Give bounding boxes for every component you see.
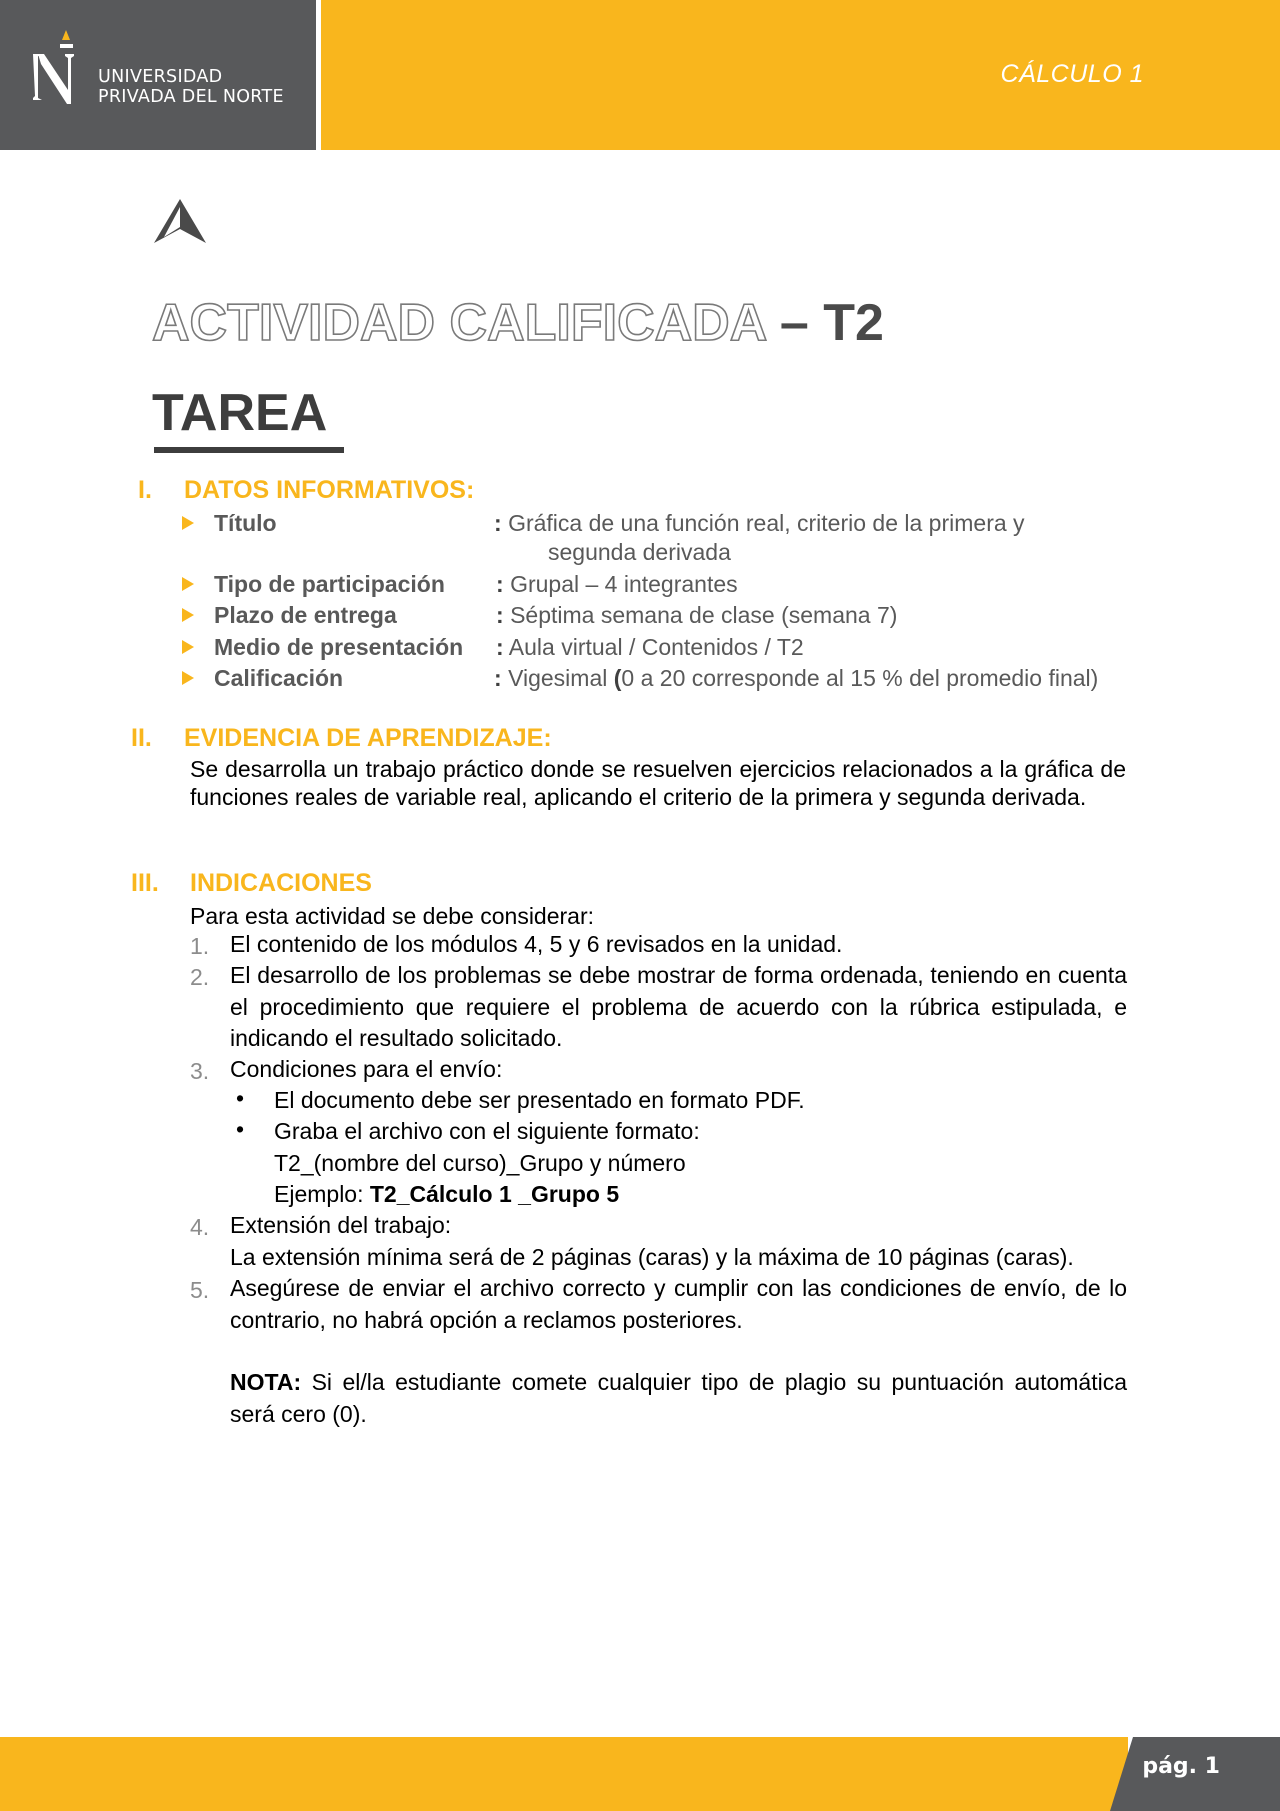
info-value-text: Vigesimal (508, 665, 614, 691)
university-name-line1: UNIVERSIDAD (98, 67, 223, 87)
info-label: Calificación (214, 665, 344, 691)
section-3-numeral: III. (131, 869, 159, 897)
university-name-line2: PRIVADA DEL NORTE (98, 87, 284, 107)
note-label: NOTA: (230, 1369, 302, 1395)
info-label: Plazo de entrega (214, 602, 397, 628)
list-number: 5. (190, 1277, 210, 1303)
page-number: pág. 1 (1142, 1754, 1220, 1779)
list-item-continued: La extensión mínima será de 2 páginas (caras) y la máxima de 10 páginas (caras). (230, 1244, 1074, 1270)
info-row-calificacion (182, 665, 1099, 692)
note (230, 1367, 1127, 1430)
list-number: 1. (190, 933, 210, 959)
section-1-numeral: I. (138, 476, 152, 504)
list-item: Condiciones para el envío: (230, 1056, 503, 1082)
list-item: Extensión del trabajo: (230, 1212, 452, 1238)
info-value: : Aula virtual / Contenidos / T2 (496, 634, 804, 660)
list-number: 4. (190, 1214, 210, 1240)
navigation-arrow-icon (150, 197, 210, 245)
info-label: Medio de presentación (214, 634, 464, 660)
triangle-bullet-icon (182, 608, 194, 622)
section-2-heading: EVIDENCIA DE APRENDIZAJE: (184, 724, 552, 752)
bullet-item: El documento debe ser presentado en formato PDF. (274, 1087, 805, 1113)
info-label: Tipo de participación (214, 571, 445, 597)
list-item: El desarrollo de los problemas se debe mostrar de forma ordenada, teniendo en cuenta el procedimiento que requiere el problema de acuerdo con la rúbrica estipulada, e indicando el resultado solicitado. (230, 962, 1127, 1051)
file-format-example (274, 1179, 619, 1211)
university-logo-icon (30, 28, 86, 108)
example-label: Ejemplo: (274, 1181, 370, 1207)
list-number: 3. (190, 1058, 210, 1084)
info-value: : Grupal – 4 integrantes (496, 571, 738, 597)
activity-title (152, 293, 884, 353)
course-name: CÁLCULO 1 (1000, 60, 1144, 88)
title-underline (154, 447, 344, 453)
info-value-text: Séptima semana de clase (semana 7) (510, 602, 898, 628)
list-item: Asegúrese de enviar el archivo correcto y cumplir con las condiciones de envío, de lo contrario, no habrá opción a reclamos posteriores. (230, 1275, 1127, 1333)
info-value: : Gráfica de una función real, criterio de la primera y (494, 510, 1025, 536)
info-row-plazo (182, 602, 898, 629)
info-value-paren: ( (613, 665, 622, 691)
note-text: Si el/la estudiante comete cualquier tipo de plagio su puntuación automática será cero (0). (230, 1369, 1127, 1427)
footer-band (0, 1737, 1280, 1811)
university-name (98, 67, 284, 107)
info-value: : Vigesimal (0 a 20 corresponde al 15 % del promedio final) (494, 665, 1099, 691)
list-item: El contenido de los módulos 4, 5 y 6 revisados en la unidad. (230, 931, 843, 957)
triangle-bullet-icon (182, 640, 194, 654)
bullet-dot-icon: • (236, 1116, 245, 1142)
info-row-medio (182, 634, 804, 661)
section-3-intro: Para esta actividad se debe considerar: (190, 903, 595, 929)
file-format-line: T2_(nombre del curso)_Grupo y número (274, 1150, 686, 1176)
info-value-continued: segunda derivada (548, 539, 731, 565)
info-value-text: Gráfica de una función real, criterio de la primera y (508, 510, 1025, 536)
section-3-heading: INDICACIONES (190, 869, 372, 897)
triangle-bullet-icon (182, 516, 194, 530)
section-2-numeral: II. (131, 724, 152, 752)
activity-title-dash: – (765, 294, 824, 352)
bullet-dot-icon: • (236, 1085, 245, 1111)
example-value: T2_Cálculo 1 _Grupo 5 (369, 1181, 620, 1207)
triangle-bullet-icon (182, 577, 194, 591)
info-value-text: Aula virtual / Contenidos / T2 (508, 634, 804, 660)
activity-code: T2 (823, 294, 884, 352)
section-1-heading: DATOS INFORMATIVOS: (184, 476, 475, 504)
info-value-text: Grupal – 4 integrantes (510, 571, 738, 597)
info-value: : Séptima semana de clase (semana 7) (496, 602, 898, 628)
bullet-item: Graba el archivo con el siguiente formato: (274, 1118, 700, 1144)
activity-type-title: TAREA (152, 384, 328, 442)
info-value-text: 0 a 20 corresponde al 15 % del promedio final) (621, 665, 1099, 691)
info-row-titulo (182, 510, 1025, 537)
info-label: Título (214, 510, 277, 536)
section-2-body: Se desarrolla un trabajo práctico donde se resuelven ejercicios relacionados a la gráfica de funciones reales de variable real, aplicando el criterio de la primera y segunda derivada. (190, 756, 1126, 810)
info-row-tipo (182, 571, 738, 598)
list-number: 2. (190, 964, 210, 990)
activity-title-main: ACTIVIDAD CALIFICADA (152, 294, 766, 352)
triangle-bullet-icon (182, 671, 194, 685)
